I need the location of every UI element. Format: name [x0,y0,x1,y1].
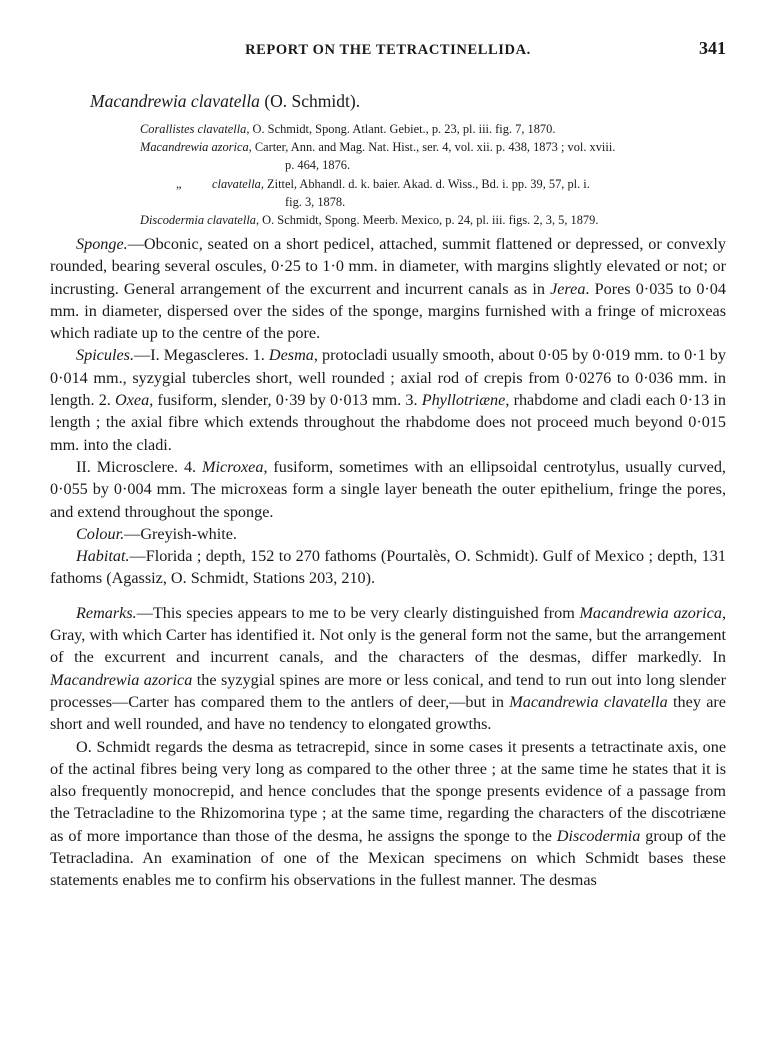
paragraph-spicules: Spicules.—I. Megascleres. 1. Desma, protocladi usually smooth, about 0·05 by 0·019 mm. to 0·1 by 0·014 mm., syzygial tubercles short, well rounded ; axial rod of crepis from 0·0276 to 0·036 mm. in length. 2. Oxea, fusiform, slender, 0·39 by 0·013 mm. 3. Phyllotriæne, rhabdome and cladi each 0·13 in length ; the axial fibre which extends throughout the rhabdome does not proceed much beyond 0·015 mm. into the cladi. [50,346,726,454]
synonym-continuation: fig. 3, 1878. [285,194,346,209]
species-heading [90,91,360,112]
section-label: Sponge. [76,235,128,253]
section-label: Habitat. [76,547,130,566]
synonym-entry [140,211,740,229]
synonym-reference: , O. Schmidt, Spong. Meerb. Mexico, p. 24, pl. iii. figs. 2, 3, 5, 1879. [255,213,599,228]
synonym-name: Corallistes clavatella [140,122,247,136]
synonymy-list [140,120,740,229]
paragraph-colour: Colour.—Greyish-white. [76,524,237,543]
synonym-reference: , O. Schmidt, Spong. Atlant. Gebiet., p. 23, pl. iii. fig. 7, 1870. [246,122,556,136]
page-header [0,38,776,68]
paragraph-sponge: Sponge.—Obconic, seated on a short pedicel, attached, summit flattened or depressed, or convexly rounded, bearing several oscules, 0·25 to 1·0 mm. in diameter, with margins slightly elevated or not; or incrusting. General arrangement of the excurrent and incurrent canals as in Jerea. Pores 0·035 to 0·04 mm. in diameter, dispersed over the sides of the sponge, margins furnished with a fringe of microxeas which radiate up to the centre of the pore. [50,235,726,343]
synonym-name: Macandrewia azorica [140,140,249,155]
section-label: Spicules. [76,346,134,365]
paragraph-remarks: Remarks.—This species appears to me to be very clearly distinguished from Macandrewia azorica, Gray, with which Carter has identified it. Not only is the general form not the same, but the arrangement of the excurrent and incurrent canals, and the characters of the desmas, differ markedly. In Macandrewia azorica the syzygial spines are more or less conical, and tend to run out into long slender processes—Carter has compared them to the antlers of deer,—but in Macandrewia clavatella they are short and well rounded, and have no tendency to elongated growths. [50,603,726,734]
synonym-entry [140,120,740,138]
synonym-entry [140,175,740,193]
synonym-name: Discodermia clavatella [140,213,256,228]
running-title: REPORT ON THE TETRACTINELLIDA. [245,42,531,58]
page-number: 341 [699,38,726,58]
paragraph-microsclere: II. Microsclere. 4. Microxea, fusiform, sometimes with an ellipsoidal centrotylus, usually curved, 0·055 by 0·004 mm. The microxeas form a single layer beneath the outer epithelium, fringe the pores, and extend throughout the sponge. [50,457,726,521]
synonym-name: clavatella [212,176,261,191]
species-name: Macandrewia clavatella [90,91,260,111]
ditto-mark: „ [176,176,182,191]
synonym-continuation: p. 464, 1876. [285,158,351,173]
section-label: Colour. [76,524,125,543]
paragraph-schmidt: O. Schmidt regards the desma as tetracrepid, since in some cases it presents a tetractinate axis, one of the actinal fibres being very long as compared to the other three ; at the same time he states that it is also frequently monocrepid, and hence concludes that the sponge presents evidence of a passage from the Tetracladine to the Rhizomorina type ; at the same time, regarding the characters of the discotriæne as of more importance than those of the desma, he assigns the sponge to the Discodermia group of the Tetracladina. An examination of one of the Mexican specimens on which Schmidt bases these statements enables me to confirm his observations in the fullest manner. The desmas [50,737,726,890]
description-body [50,233,726,892]
synonym-entry [140,138,740,156]
section-label: Remarks. [76,603,137,622]
synonym-reference: , Carter, Ann. and Mag. Nat. Hist., ser. 4, vol. xii. p. 438, 1873 ; vol. xviii. [248,140,616,155]
species-authority: (O. Schmidt). [259,91,361,111]
paragraph-habitat: Habitat.—Florida ; depth, 152 to 270 fathoms (Pourtalès, O. Schmidt). Gulf of Mexico ; depth, 131 fathoms (Agassiz, O. Schmidt, Stations 203, 210). [50,547,726,588]
synonym-reference: , Zittel, Abhandl. d. k. baier. Akad. d. Wiss., Bd. i. pp. 39, 57, pl. i. [260,176,590,191]
